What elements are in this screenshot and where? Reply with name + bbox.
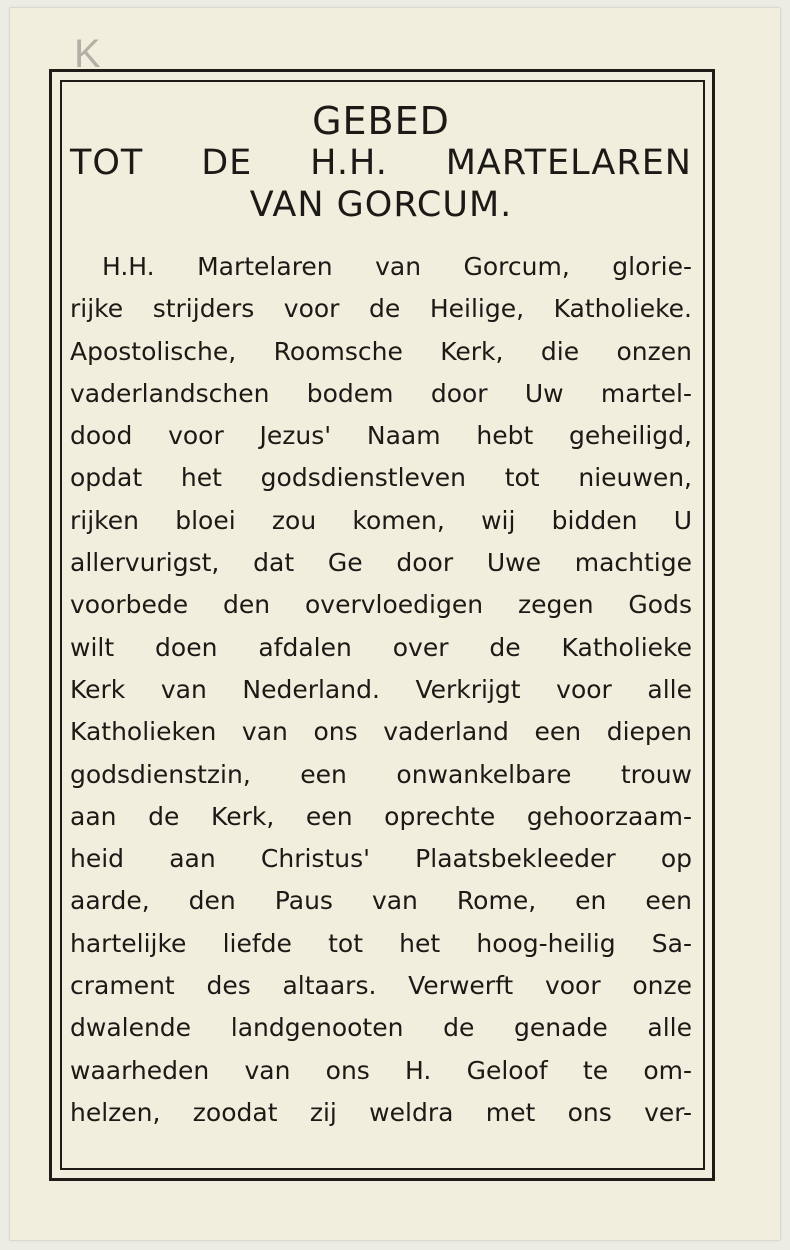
prayer-text <box>70 246 692 1134</box>
prayer-line: hartelijke liefde tot het hoog-heilig Sa- <box>70 928 692 958</box>
prayer-line: waarheden van ons H. Geloof te om- <box>70 1055 692 1085</box>
prayer-line: wilt doen afdalen over de Katholieke <box>70 632 692 662</box>
prayer-line: allervurigst, dat Ge door Uwe machtige <box>70 548 692 578</box>
prayer-line: Katholieken van ons vaderland een diepen <box>70 717 692 747</box>
prayer-line: dood voor Jezus' Naam hebt geheiligd, <box>70 421 692 451</box>
title-line-3: VAN GORCUM. <box>249 185 513 225</box>
prayer-content <box>70 100 692 1160</box>
corner-mark: K <box>74 32 101 76</box>
prayer-line: dwalende landgenooten de genade alle <box>70 1013 692 1043</box>
prayer-line: rijken bloei zou komen, wij bidden U <box>70 505 692 535</box>
prayer-line: Kerk van Nederland. Verkrijgt voor alle <box>70 674 692 704</box>
prayer-line: helzen, zoodat zij weldra met ons ver- <box>70 1097 692 1127</box>
title-line-1: GEBED <box>312 99 450 143</box>
prayer-line: aarde, den Paus van Rome, en een <box>70 886 692 916</box>
prayer-line: voorbede den overvloedigen zegen Gods <box>70 590 692 620</box>
prayer-line: Apostolische, Roomsche Kerk, die onzen <box>70 336 692 366</box>
prayer-line: crament des altaars. Verwerft voor onze <box>70 971 692 1001</box>
prayer-line: rijke strijders voor de Heilige, Katholieke. <box>70 294 692 324</box>
title-line-2: TOT DE H.H. MARTELAREN <box>70 143 692 183</box>
prayer-line: opdat het godsdienstleven tot nieuwen, <box>70 463 692 493</box>
prayer-line: H.H. Martelaren van Gorcum, glorie- <box>102 252 692 281</box>
prayer-line: heid aan Christus' Plaatsbekleeder op <box>70 844 692 874</box>
prayer-line: aan de Kerk, een oprechte gehoorzaam- <box>70 801 692 831</box>
prayer-line: vaderlandschen bodem door Uw martel- <box>70 378 692 408</box>
prayer-line: godsdienstzin, een onwankelbare trouw <box>70 759 692 789</box>
